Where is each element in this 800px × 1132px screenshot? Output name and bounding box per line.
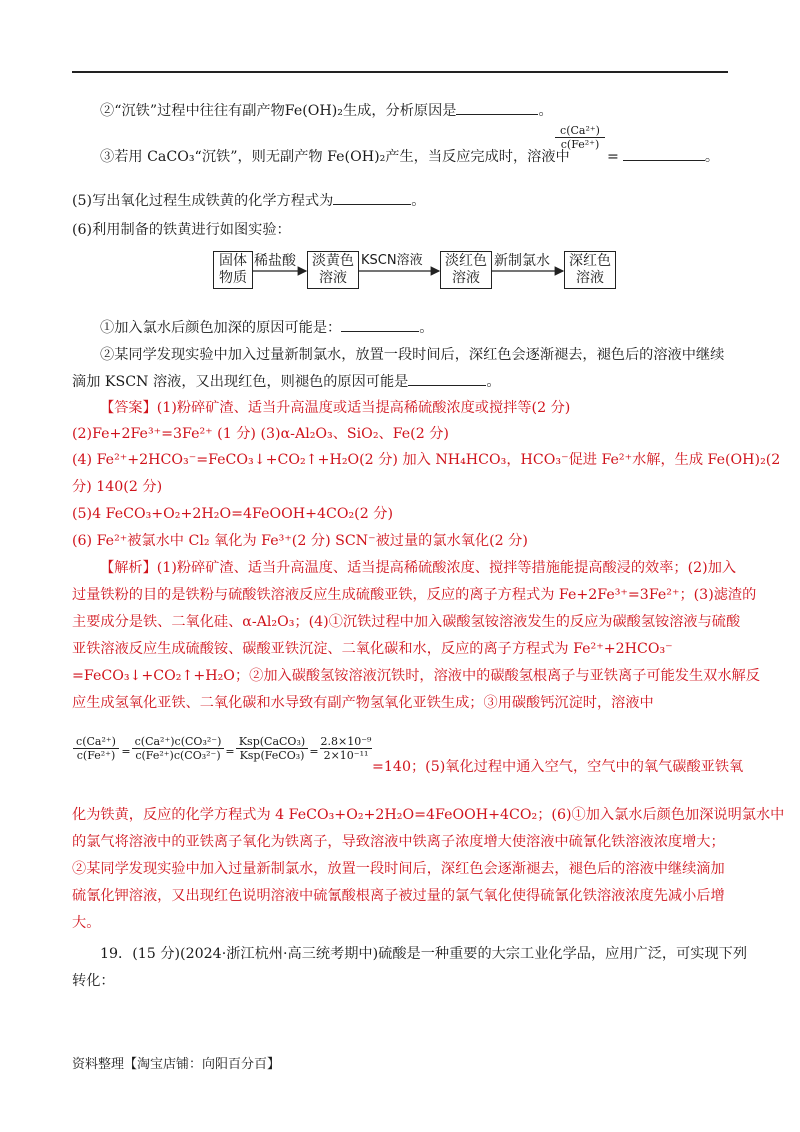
answer-blank [408, 372, 486, 386]
analysis-line-12 [72, 913, 728, 933]
analysis-text: 主要成分是铁、二氧化硅、α-Al₂O₃；(4)①沉铁过程中加入碳酸氢铵溶液发生的反应为碳酸氢铵溶液与硫酸 [72, 614, 741, 630]
answer-line-3 [72, 450, 781, 470]
flow-box-text: 深红色 [569, 253, 611, 269]
fraction-denominator: c(Fe²⁺) [555, 137, 605, 151]
analysis-text: (1)粉碎矿渣、适当升高温度、适当提高稀硫酸浓度、搅拌等措施能提高酸浸的效率；(2)加入 [156, 560, 737, 576]
formula-fraction-3 [236, 735, 308, 762]
analysis-text: =FeCO₃↓+CO₂↑+H₂O；②加入碳酸氢铵溶液沉铁时，溶液中的碳酸氢根离子与亚铁离子可能发生双水解反 [72, 668, 760, 684]
analysis-line-4 [72, 639, 728, 659]
q-text: ①加入氯水后颜色加深的原因可能是： [100, 320, 342, 336]
q19-line-2 [72, 971, 728, 991]
analysis-line-1 [100, 558, 737, 578]
flow-box-text: 溶液 [452, 270, 480, 286]
footer-credit: 资料整理【淘宝店铺：向阳百分百】 [72, 1057, 281, 1072]
analysis-line-5 [72, 666, 760, 686]
equals-sign: = [225, 745, 235, 758]
equals-sign: = [309, 745, 319, 758]
answer-text: (6) Fe²⁺被氯水中 Cl₂ 氧化为 Fe³⁺(2 分) SCN⁻被过量的氯水氧化(2 分) [72, 533, 528, 549]
q-text: ③若用 CaCO₃“沉铁”，则无副产物 Fe(OH)₂产生，当反应完成时，溶液中 [100, 149, 570, 165]
answer-text: (2)Fe+2Fe³⁺=3Fe²⁺ (1 分) (3)α-Al₂O₃、SiO₂、Fe(2 分) [72, 426, 449, 442]
fraction-numerator: 2.8×10⁻⁹ [320, 735, 372, 748]
answer-line-6 [72, 531, 728, 551]
answer-line-4 [72, 477, 728, 497]
q-text: 滴加 KSCN 溶液，又出现红色，则褪色的原因可能是 [72, 374, 409, 390]
analysis-line-10 [72, 859, 728, 879]
analysis-text: =140；(5)氧化过程中通入空气，空气中的氧气碳酸亚铁氧 [372, 759, 744, 775]
answer-blank [341, 318, 419, 332]
flow-box-text: 固体 [219, 253, 247, 269]
analysis-text: 过量铁粉的目的是铁粉与硫酸铁溶液反应生成硫酸亚铁，反应的离子方程式为 Fe+2Fe³⁺=3Fe²⁺；(3)滤渣的 [72, 587, 757, 603]
flow-arrow-label: 新制氯水 [494, 253, 550, 269]
equals-sign: = [121, 745, 131, 758]
q-text: 。 [486, 374, 501, 390]
flow-arrow-label: KSCN溶液 [361, 253, 423, 268]
q-text: 转化： [72, 973, 115, 989]
answer-text: (5)4 FeCO₃+O₂+2H₂O=4FeOOH+4CO₂(2 分) [72, 506, 393, 522]
fraction-numerator: c(Ca²⁺)c(CO₃²⁻) [134, 735, 222, 748]
q-text: 。 [419, 320, 434, 336]
flow-box-text: 淡红色 [445, 253, 487, 269]
analysis-line-6 [72, 693, 728, 713]
q6-1-line [100, 318, 728, 338]
flow-box-text: 淡黄色 [312, 253, 354, 269]
answer-text: (4) Fe²⁺+2HCO₃⁻=FeCO₃↓+CO₂↑+H₂O(2 分) 加入 NH₄HCO₃，HCO₃⁻促进 Fe²⁺水解，生成 Fe(OH)₂(2 [72, 452, 781, 468]
answer-text: (1)粉碎矿渣、适当升高温度或适当提高稀硫酸浓度或搅拌等(2 分) [156, 400, 571, 416]
flow-box-text: 溶液 [576, 270, 604, 286]
fraction-numerator: c(Ca²⁺) [560, 124, 600, 137]
formula-fraction-4 [320, 735, 372, 762]
flow-box-text: 物质 [219, 270, 247, 286]
q-text: 19．(15 分)(2024·浙江杭州·高三统考期中)硫酸是一种重要的大宗工业化学品，应用广泛，可实现下列 [100, 946, 748, 962]
formula-fraction-2 [132, 735, 224, 762]
analysis-line-2 [72, 585, 757, 605]
equals-sign: = [607, 149, 619, 165]
fraction-denominator: 2×10⁻¹¹ [320, 748, 372, 762]
analysis-text: ②某同学发现实验中加入过量新制氯水，放置一段时间后，深红色会逐渐褪去，褪色后的溶液中继续滴加 [72, 861, 725, 877]
analysis-text: 的氯气将溶液中的亚铁离子氧化为铁离子，导致溶液中铁离子浓度增大使溶液中硫氰化铁溶液浓度增大； [72, 834, 725, 850]
flow-arrow-label: 稀盐酸 [254, 253, 296, 269]
analysis-text: 应生成氢氧化亚铁、二氧化碳和水导致有副产物氢氧化亚铁生成；③用碳酸钙沉淀时，溶液中 [72, 695, 654, 711]
q-text: 。 [411, 193, 426, 209]
answer-text: 分) 140(2 分) [72, 479, 163, 495]
q-text: (5)写出氧化过程生成铁黄的化学方程式为 [72, 193, 334, 209]
formula-fraction-1 [73, 735, 119, 762]
answer-line-1 [100, 398, 728, 418]
fraction-denominator: c(Fe²⁺)c(CO₃²⁻) [132, 748, 224, 762]
analysis-text: 亚铁溶液反应生成硫酸铵、碳酸亚铁沉淀、二氧化碳和水，反应的离子方程式为 Fe²⁺+2HCO₃⁻ [72, 641, 673, 657]
flow-arrows [0, 0, 800, 300]
flow-box-text: 溶液 [319, 270, 347, 286]
q-text: 。 [538, 103, 553, 119]
answer-line-5 [72, 504, 728, 524]
fraction-numerator: Ksp(CaCO₃) [238, 735, 306, 748]
q-text: (6)利用制备的铁黄进行如图实验： [72, 222, 291, 238]
analysis-text: 硫氰化钾溶液，又出现红色说明溶液中硫氰酸根离子被过量的氯气氧化使得硫氰化铁溶液浓度先减小后增 [72, 888, 725, 904]
answer-tag: 【答案】 [100, 400, 157, 416]
fraction-numerator: c(Ca²⁺) [76, 735, 116, 748]
analysis-line-9 [72, 832, 728, 852]
formula-tail [372, 757, 744, 777]
q-text: ②“沉铁”过程中往往有副产物Fe(OH)₂生成，分析原因是 [100, 103, 457, 119]
analysis-line-3 [72, 612, 741, 632]
analysis-text: 大。 [72, 915, 101, 931]
analysis-line-11 [72, 886, 728, 906]
analysis-tag: 【解析】 [100, 560, 157, 576]
q6-2-line-a [100, 345, 728, 365]
analysis-text: 化为铁黄，反应的化学方程式为 4 FeCO₃+O₂+2H₂O=4FeOOH+4CO₂；(6)①加入氯水后颜色加深说明氯水中 [72, 807, 785, 823]
q-text: ②某同学发现实验中加入过量新制氯水，放置一段时间后，深红色会逐渐褪去，褪色后的溶液中继续 [100, 347, 725, 363]
fraction-denominator: Ksp(FeCO₃) [236, 748, 308, 762]
analysis-line-8 [72, 805, 785, 825]
answer-line-2 [72, 424, 728, 444]
fraction-denominator: c(Fe²⁺) [73, 748, 119, 762]
q-text: 。 [704, 149, 720, 165]
q19-line-1 [100, 944, 748, 964]
q6-2-line-b [72, 372, 728, 392]
